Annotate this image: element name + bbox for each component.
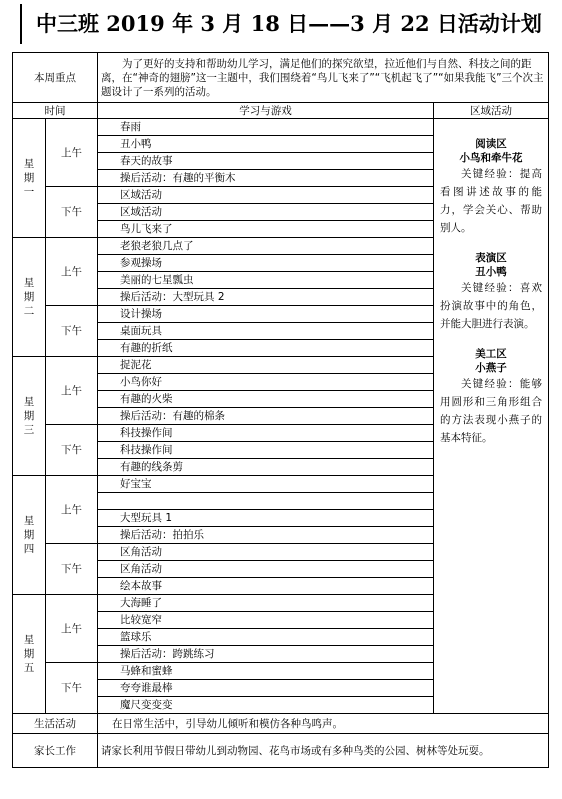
activity-cell: 操后活动：跨跳练习 (98, 646, 434, 663)
activity-cell: 区角活动 (98, 544, 434, 561)
activity-plan-table (12, 52, 549, 768)
activity-cell: 夸夸谁最棒 (98, 680, 434, 697)
afternoon-label: 下午 (46, 187, 98, 238)
activity-row (13, 119, 549, 136)
activity-cell: 桌面玩具 (98, 323, 434, 340)
area-block (440, 347, 542, 447)
page-title: 中三班 2019 年 3 月 18 日——3 月 22 日活动计划 (20, 4, 550, 44)
afternoon-label: 下午 (46, 425, 98, 476)
area-subtitle: 小燕子 (475, 362, 507, 374)
afternoon-label: 下午 (46, 544, 98, 595)
activity-cell (98, 493, 434, 510)
activity-cell: 操后活动：拍拍乐 (98, 527, 434, 544)
area-title: 阅读区 (475, 138, 507, 150)
activity-cell: 操后活动：有趣的平衡木 (98, 170, 434, 187)
activity-cell: 马蜂和蜜蜂 (98, 663, 434, 680)
activity-cell: 参观操场 (98, 255, 434, 272)
life-row (13, 714, 549, 734)
activity-cell: 区域活动 (98, 204, 434, 221)
activity-cell: 科技操作间 (98, 425, 434, 442)
activity-cell: 魔尺变变变 (98, 697, 434, 714)
activity-cell: 小鸟你好 (98, 374, 434, 391)
activity-cell: 春雨 (98, 119, 434, 136)
activity-cell: 区角活动 (98, 561, 434, 578)
activity-cell: 区域活动 (98, 187, 434, 204)
activity-cell: 好宝宝 (98, 476, 434, 493)
afternoon-label: 下午 (46, 663, 98, 714)
day-label: 星 期 三 (13, 357, 46, 476)
activity-cell: 有趣的火柴 (98, 391, 434, 408)
activity-cell: 捉泥花 (98, 357, 434, 374)
morning-label: 上午 (46, 595, 98, 663)
area-subtitle: 丑小鸭 (475, 266, 507, 278)
activity-cell: 美丽的七星瓢虫 (98, 272, 434, 289)
area-description: 关键经验：提高看图讲述故事的能力，学会关心、帮助别人。 (440, 168, 543, 234)
activity-cell: 老狼老狼几点了 (98, 238, 434, 255)
area-subtitle: 小鸟和牵牛花 (459, 152, 523, 164)
activity-cell: 鸟儿飞来了 (98, 221, 434, 238)
afternoon-label: 下午 (46, 306, 98, 357)
morning-label: 上午 (46, 119, 98, 187)
area-description: 关键经验：能够用圆形和三角形组合的方法表现小燕子的基本特征。 (440, 378, 543, 444)
activity-cell: 科技操作间 (98, 442, 434, 459)
activity-cell: 有趣的折纸 (98, 340, 434, 357)
area-block (440, 137, 542, 237)
morning-label: 上午 (46, 357, 98, 425)
activity-cell: 绘本故事 (98, 578, 434, 595)
day-label: 星 期 一 (13, 119, 46, 238)
header-row (13, 103, 549, 119)
area-title: 表演区 (475, 252, 507, 264)
area-activities (434, 119, 549, 714)
header-time: 时间 (13, 103, 98, 119)
life-text: 在日常生活中，引导幼儿倾听和模仿各种鸟鸣声。 (98, 714, 549, 734)
area-block (440, 251, 542, 333)
header-area: 区域活动 (434, 103, 549, 119)
activity-cell: 大海睡了 (98, 595, 434, 612)
day-label: 星 期 二 (13, 238, 46, 357)
parents-label: 家长工作 (13, 734, 98, 768)
parents-row (13, 734, 549, 768)
focus-label: 本周重点 (13, 53, 98, 103)
parents-text: 请家长利用节假日带幼儿到动物园、花鸟市场或有多种鸟类的公园、树林等处玩耍。 (98, 734, 549, 768)
morning-label: 上午 (46, 476, 98, 544)
area-title: 美工区 (475, 348, 507, 360)
activity-cell: 操后活动：大型玩具 2 (98, 289, 434, 306)
morning-label: 上午 (46, 238, 98, 306)
header-learning: 学习与游戏 (98, 103, 434, 119)
activity-cell: 操后活动：有趣的棉条 (98, 408, 434, 425)
activity-cell: 比较宽窄 (98, 612, 434, 629)
focus-row (13, 53, 549, 103)
day-label: 星 期 四 (13, 476, 46, 595)
day-label: 星 期 五 (13, 595, 46, 714)
life-label: 生活活动 (13, 714, 98, 734)
activity-cell: 设计操场 (98, 306, 434, 323)
activity-cell: 篮球乐 (98, 629, 434, 646)
focus-text: 为了更好的支持和帮助幼儿学习，满足他们的探究欲望，拉近他们与自然、科技之间的距离，在“神奇的翅膀”这一主题中，我们围绕着“鸟儿飞来了”“飞机起飞了”“如果我能飞”三个次主题设计了一系列的活动。 (98, 53, 549, 103)
activity-cell: 丑小鸭 (98, 136, 434, 153)
activity-cell: 大型玩具 1 (98, 510, 434, 527)
area-description: 关键经验：喜欢扮演故事中的角色，并能大胆进行表演。 (440, 282, 543, 330)
activity-cell: 有趣的线条剪 (98, 459, 434, 476)
activity-cell: 春天的故事 (98, 153, 434, 170)
